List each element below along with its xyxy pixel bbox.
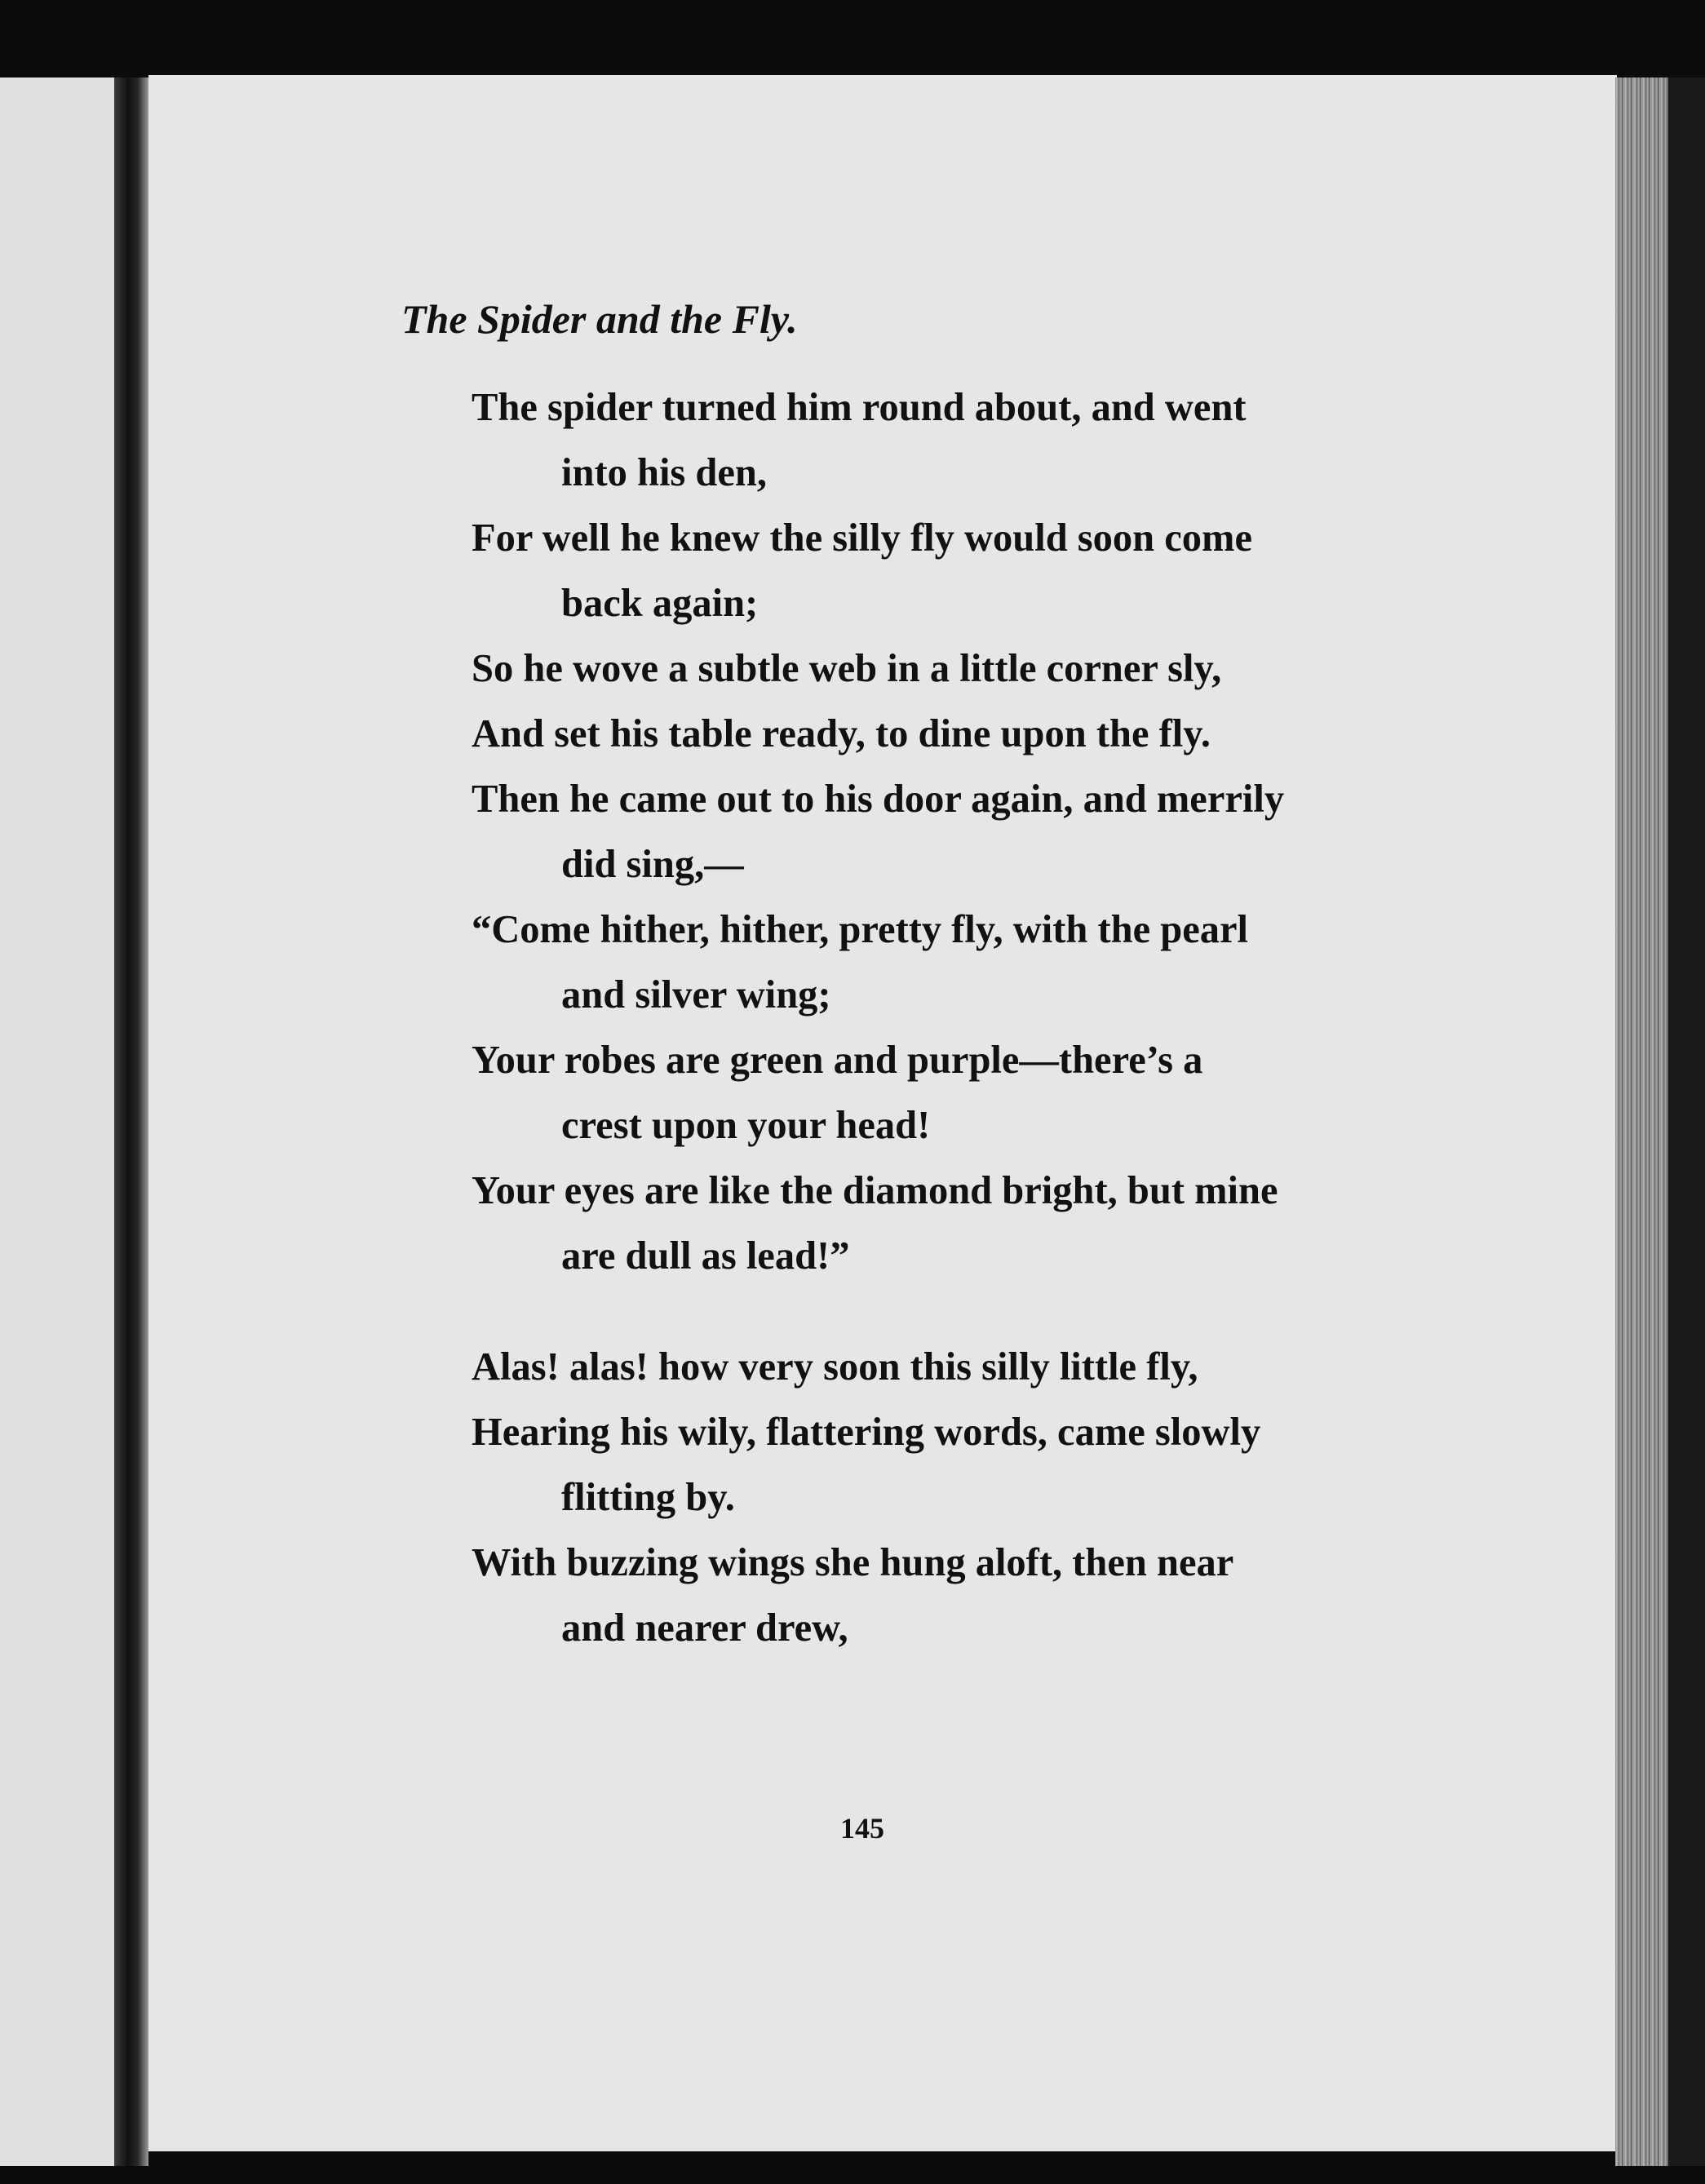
verse-line: With buzzing wings she hung aloft, then near and nearer drew,	[472, 1541, 1233, 1650]
verse-line: And set his table ready, to dine upon the fly.	[472, 712, 1211, 755]
verse-line: “Come hither, hither, pretty fly, with the pearl and silver wing;	[472, 908, 1248, 1017]
verse-line: Alas! alas! how very soon this silly little fly,	[472, 1345, 1198, 1389]
verse-line: Your eyes are like the diamond bright, but mine are dull as lead!”	[472, 1169, 1278, 1278]
verse-line: For well he knew the silly fly would soon come back again;	[472, 516, 1252, 625]
poem	[472, 375, 1287, 1661]
left-page-edge	[0, 78, 114, 2166]
verse-line: Your robes are green and purple—there’s a crest upon your head!	[472, 1039, 1203, 1147]
bottom-border	[0, 2166, 1705, 2184]
running-title: The Spider and the Fly.	[401, 296, 798, 342]
right-border	[1668, 78, 1705, 2166]
verse-line: The spider turned him round about, and went into his den,	[472, 386, 1247, 494]
page-number: 145	[840, 1812, 884, 1845]
stanza-1	[472, 375, 1287, 1289]
verse-line: Hearing his wily, flattering words, came slowly flitting by.	[472, 1411, 1261, 1519]
book-gutter	[114, 78, 148, 2166]
stanza-2	[472, 1335, 1287, 1661]
verse-line: Then he came out to his door again, and merrily did sing,—	[472, 777, 1285, 886]
verse-line: So he wove a subtle web in a little corner sly,	[472, 647, 1222, 690]
page-stack-edge	[1615, 78, 1668, 2166]
